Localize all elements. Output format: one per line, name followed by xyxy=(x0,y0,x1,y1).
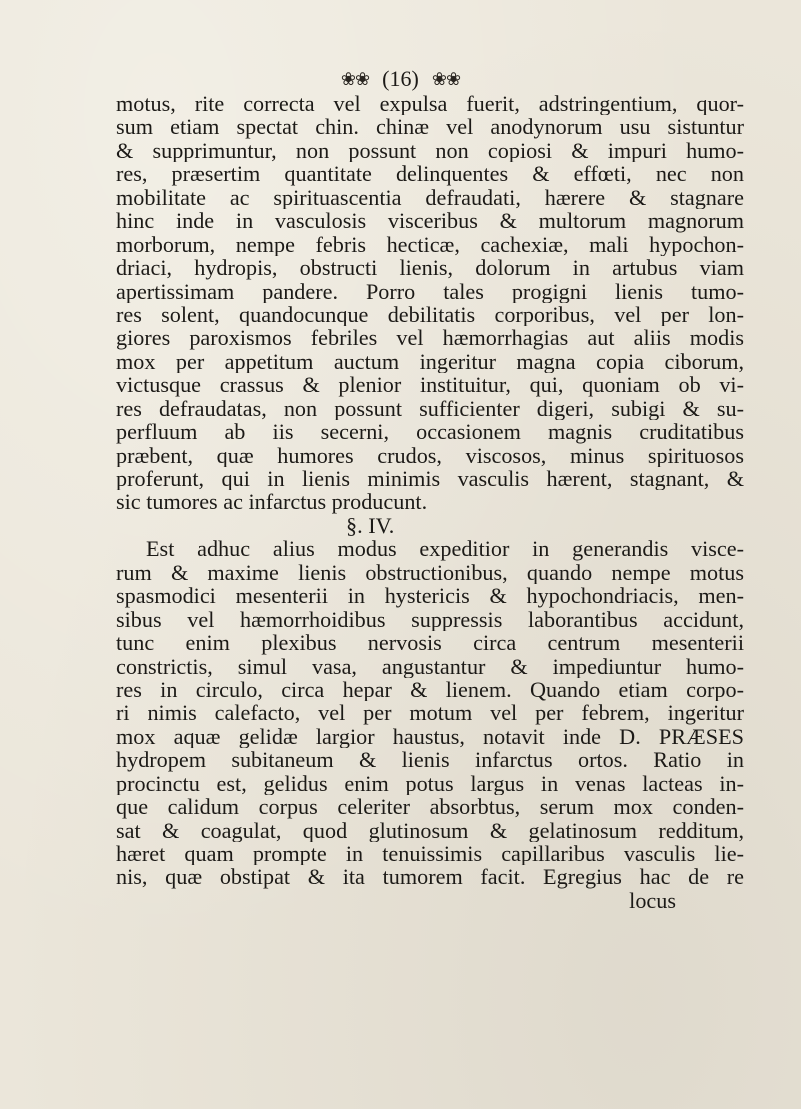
text-line: rum & maxime lienis obstructionibus, quando nempe motus xyxy=(116,560,744,585)
body-text xyxy=(116,92,744,912)
text-line: sat & coagulat, quod glutinosum & gelatinosum redditum, xyxy=(116,818,744,842)
text-line: mox aquæ gelidæ largior haustus, notavit inde D. PRÆSES xyxy=(116,724,744,749)
text-line: sum etiam spectat chin. chinæ vel anodynorum usu sistuntur xyxy=(116,115,744,139)
text-line: sic tumores ac infarctus producunt. xyxy=(116,490,428,514)
text-line: & supprimuntur, non possunt non copiosi & impuri humo- xyxy=(116,138,744,163)
text-line: Est adhuc alius modus expeditior in generandis visce- xyxy=(146,537,744,561)
text-line: motus, rite correcta vel expulsa fuerit, adstringentium, quor- xyxy=(116,92,744,116)
text-line: victusque crassus & plenior instituitur, qui, quoniam ob vi- xyxy=(116,373,744,397)
text-line: driaci, hydropis, obstructi lienis, dolorum in artubus viam xyxy=(116,256,744,280)
text-line: ri nimis calefacto, vel per motum vel per febrem, ingeritur xyxy=(116,701,744,725)
text-line: res in circulo, circa hepar & lienem. Quando etiam corpo- xyxy=(116,677,744,702)
text-line: præbent, quæ humores crudos, viscosos, minus spirituosos xyxy=(116,443,744,467)
text-line: spasmodici mesenterii in hystericis & hypochondriacis, men- xyxy=(116,584,744,608)
text-line: proferunt, qui in lienis minimis vasculis hærent, stagnant, & xyxy=(116,467,744,491)
text-line: res defraudatas, non possunt sufficienter digeri, subigi & su- xyxy=(116,396,744,421)
text-line: hydropem subitaneum & lienis infarctus ortos. Ratio in xyxy=(116,748,744,772)
text-line: sibus vel hæmorrhoidibus suppressis laborantibus accidunt, xyxy=(116,607,744,632)
text-line: mox per appetitum auctum ingeritur magna copia ciborum, xyxy=(116,349,744,374)
text-line: hinc inde in vasculosis visceribus & multorum magnorum xyxy=(116,209,744,233)
text-line: morborum, nempe febris hecticæ, cachexiæ, mali hypochon- xyxy=(116,232,744,257)
text-line: nis, quæ obstipat & ita tumorem facit. Egregius hac de re xyxy=(116,865,744,889)
text-line: mobilitate ac spirituascentia defraudati, hærere & stagnare xyxy=(116,185,744,210)
text-line: perfluum ab iis secerni, occasionem magnis cruditatibus xyxy=(116,420,744,444)
text-line: tunc enim plexibus nervosis circa centrum mesenterii xyxy=(116,631,744,655)
ornament-right-icon: ❀❀ xyxy=(431,68,461,90)
text-line: constrictis, simul vasa, angustantur & impediuntur humo- xyxy=(116,654,744,678)
section-heading: §. IV. xyxy=(346,513,395,538)
text-line: giores paroxismos febriles vel hæmorrhagias aut aliis modis xyxy=(116,326,744,350)
text-line: res, præsertim quantitate delinquentes & effœti, nec non xyxy=(116,162,744,186)
text-line: hæret quam prompte in tenuissimis capillaribus vasculis lie- xyxy=(116,842,744,866)
page-number: (16) xyxy=(382,66,419,91)
catchword: locus xyxy=(629,888,676,913)
text-line: procinctu est, gelidus enim potus largus in venas lacteas in- xyxy=(116,771,744,796)
ornament-left-icon: ❀❀ xyxy=(340,68,370,90)
text-line: que calidum corpus celeriter absorbtus, serum mox conden- xyxy=(116,795,744,819)
text-line: apertissimam pandere. Porro tales progigni lienis tumo- xyxy=(116,279,744,303)
text-line: res solent, quandocunque debilitatis corporibus, vel per lon- xyxy=(116,302,744,327)
